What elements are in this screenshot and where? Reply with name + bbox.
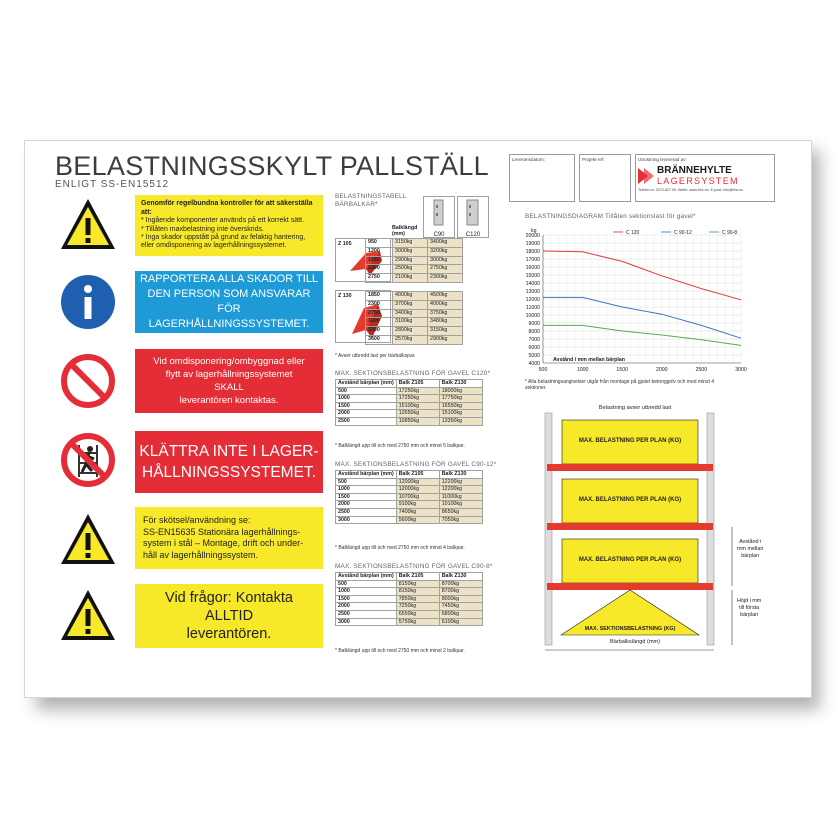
project-ref-box: [579, 154, 631, 202]
beam-table-row: [366, 247, 463, 256]
spacing-cell: 500: [336, 387, 397, 395]
load-cell: 8000kg: [439, 595, 482, 603]
section-table-row: [336, 501, 483, 509]
load-cell: 12000kg: [396, 478, 439, 486]
x-tick-label: 2500: [695, 367, 708, 373]
y-tick-label: 4000: [528, 360, 540, 367]
beam-level: [547, 464, 713, 471]
load-cell: 12000kg: [396, 486, 439, 494]
y-tick-label: 15000: [525, 272, 540, 279]
y-tick-label: 9000: [528, 320, 540, 327]
beam-length-cell: 1850: [366, 291, 393, 300]
load-cell: 15100kg: [396, 402, 439, 410]
warning-triangle-icon: [59, 587, 117, 645]
upright-c90-icon: [424, 197, 454, 227]
spacing-cell: 1000: [336, 395, 397, 403]
shelf-label: MAX. BELASTNING PER PLAN (KG): [578, 557, 682, 563]
beam-load-cell: 2500kg: [393, 265, 428, 274]
beam-length-label: Bärbalkslängd (mm): [609, 639, 661, 645]
inspection-heading: Genomför regelbundna kontroller för att säkerställa att:: [141, 200, 313, 216]
section-table-row: [336, 595, 483, 603]
section-table-title: MAX. SEKTIONSBELASTNING FÖR GAVEL C90-12*: [335, 461, 497, 468]
beam-table-subtitle: BÄRBALKAR*: [335, 201, 378, 208]
x-tick-label: 2000: [656, 367, 668, 373]
load-sign: [24, 140, 812, 698]
load-cell: 7050kg: [439, 516, 482, 524]
section-table-row: [336, 493, 483, 501]
x-tick-label: 1500: [616, 367, 628, 373]
section-table-note: * Balklängd upp till och med 2750 mm och minst 4 balkpar.: [335, 545, 465, 551]
beam-load-cell: 3400kg: [393, 309, 428, 318]
load-cell: 8150kg: [396, 588, 439, 596]
section-table-header-row: [336, 573, 483, 581]
load-cell: 12200kg: [439, 478, 482, 486]
section-table-row: [336, 508, 483, 516]
y-tick-label: 18000: [525, 248, 540, 255]
beam-load-cell: 3750kg: [428, 309, 463, 318]
delivery-date-label: Leveransdatum:: [512, 157, 545, 162]
panel-line: flytt av lagerhållningssystemet: [165, 369, 293, 380]
section-table-row: [336, 417, 483, 425]
brand-tagline: LAGERSYSTEM: [657, 176, 739, 186]
relocation-panel: [135, 349, 323, 413]
panel-line: SS-EN15635 Stationära lagerhållnings-: [143, 526, 301, 537]
section-table-row: [336, 516, 483, 524]
section-table-header: Avstånd bärplan (mm): [336, 471, 397, 479]
panel-line: leverantören.: [186, 626, 272, 642]
legend-label: C 90-12: [674, 229, 692, 236]
beam-load-cell: 3000kg: [393, 247, 428, 256]
load-cell: 7250kg: [396, 603, 439, 611]
height-label: [737, 598, 761, 619]
spacing-label-line: Avstånd i: [739, 539, 762, 545]
series-line-c-90-12: [543, 297, 741, 338]
beam-load-cell: 2300kg: [428, 274, 463, 283]
y-tick-label: 16000: [525, 264, 540, 271]
panel-line: LAGERHÅLLNINGSSYSTEMET.: [148, 318, 310, 330]
beam-length-cell: 3300: [366, 327, 393, 336]
y-tick-label: 8000: [528, 328, 540, 335]
beam-level: [547, 583, 713, 590]
load-cell: 12200kg: [439, 486, 482, 494]
inspection-line: * Tillåten maxbelastning inte överskrids.: [141, 225, 264, 233]
y-tick-label: 5000: [528, 352, 540, 359]
rack-top-label: Belastning avser utbredd last: [598, 405, 672, 411]
beam-z130-label: Z 130: [338, 293, 352, 299]
load-cell: 6100kg: [439, 618, 482, 626]
section-table-header: Balk Z130: [439, 471, 482, 479]
section-table-note: * Balklängd upp till och med 2750 mm och minst 5 balkpar.: [335, 443, 465, 449]
beam-table: [365, 238, 463, 345]
sign-subtitle: ENLIGT SS-EN15512: [55, 179, 170, 190]
inspection-panel: [135, 195, 323, 256]
load-cell: 17250kg: [396, 387, 439, 395]
beam-load-cell: 4500kg: [428, 291, 463, 300]
beam-length-header: Balklängd (mm): [392, 225, 418, 237]
legend-label: C 120: [626, 229, 640, 236]
panel-line: system i stål – Montage, drift och under-: [143, 538, 304, 548]
load-cell: 7400kg: [396, 508, 439, 516]
beam-load-cell: 3100kg: [393, 318, 428, 327]
section-table-header: Avstånd bärplan (mm): [336, 573, 397, 581]
beam-load-cell: 2100kg: [393, 274, 428, 283]
beam-load-cell: 3400kg: [428, 239, 463, 248]
panel-line: håll av lagerhållningssystem.: [143, 549, 259, 560]
load-cell: 7450kg: [439, 603, 482, 611]
beam-table-row: [366, 300, 463, 309]
beam-load-cell: 2900kg: [393, 256, 428, 265]
spacing-cell: 1000: [336, 588, 397, 596]
load-cell: 15100kg: [439, 410, 482, 418]
panel-line: Vid omdisponering/ombyggnad eller: [153, 356, 305, 367]
load-cell: 11000kg: [439, 493, 482, 501]
beam-length-cell: 2750: [366, 274, 393, 283]
x-tick-label: 500: [538, 367, 548, 373]
series-line-c-120: [543, 251, 741, 300]
upright-c90-label: C90: [433, 232, 445, 238]
load-cell: 12650kg: [396, 410, 439, 418]
beam-table-row: [366, 309, 463, 318]
spacing-cell: 3000: [336, 618, 397, 626]
beam-table-row: [366, 265, 463, 274]
maintenance-panel: [135, 507, 323, 569]
beam-load-cell: 2800kg: [393, 327, 428, 336]
project-ref-label: Projekt-ref:: [582, 157, 605, 162]
report-damage-panel: [135, 271, 323, 333]
beam-load-cell: 3150kg: [393, 239, 428, 248]
y-tick-label: 17000: [525, 256, 540, 263]
load-cell: 13350kg: [439, 417, 482, 425]
section-table-row: [336, 588, 483, 596]
supplier-box: [635, 154, 775, 202]
beam-load-cell: 4000kg: [428, 300, 463, 309]
y-tick-label: 7000: [528, 336, 540, 343]
load-cell: 10700kg: [396, 493, 439, 501]
prohibition-icon: [59, 352, 117, 410]
upright-c120-icon: [458, 197, 488, 227]
section-table-row: [336, 610, 483, 618]
spacing-cell: 1000: [336, 486, 397, 494]
panel-line: För skötsel/användning se:: [143, 515, 251, 525]
x-tick-label: 3000: [735, 367, 747, 373]
beam-table-row: [366, 274, 463, 283]
load-cell: 8700kg: [439, 580, 482, 588]
height-label-line: bärplan: [740, 612, 759, 618]
beam-table-row: [366, 318, 463, 327]
warning-triangle-icon: [59, 511, 117, 569]
panel-line: leverantören kontaktas.: [179, 395, 279, 406]
section-table-title: MAX. SEKTIONSBELASTNING FÖR GAVEL C120*: [335, 370, 491, 377]
sign-title: BELASTNINGSSKYLT PALLSTÄLL: [55, 151, 489, 181]
beam-load-cell: 3200kg: [428, 247, 463, 256]
supplier-contact: Telefon nr: 0370-827 00. Webb: www.bhc.nu. E-post: info@bhc.nu: [638, 188, 744, 192]
section-table-header: Balk Z105: [396, 573, 439, 581]
inspection-line: * Ingående komponenter används på ett korrekt sätt.: [141, 217, 305, 225]
spacing-cell: 2500: [336, 417, 397, 425]
section-table-row: [336, 478, 483, 486]
load-cell: 5600kg: [396, 516, 439, 524]
spacing-cell: 1500: [336, 402, 397, 410]
panel-line: Vid frågor: Kontakta: [165, 590, 293, 606]
chart-note: * Alla belastningsangivelser utgår från montage på gjutet betonggolv och med minst 4 sektioner.: [525, 379, 715, 391]
spacing-cell: 2000: [336, 501, 397, 509]
spacing-label-line: bärplan: [741, 553, 760, 559]
beam-table-spacer: [366, 282, 463, 291]
spacing-label-line: mm mellan: [737, 546, 764, 552]
beam-length-cell: 950: [366, 239, 393, 248]
legend-label: C 90-8: [722, 229, 738, 236]
section-table-row: [336, 402, 483, 410]
load-cell: 17750kg: [439, 395, 482, 403]
section-table-header: Balk Z105: [396, 471, 439, 479]
beam-table-row: [366, 335, 463, 344]
load-cell: 9100kg: [396, 501, 439, 509]
spacing-cell: 500: [336, 580, 397, 588]
section-table-row: [336, 580, 483, 588]
load-cell: 8150kg: [396, 580, 439, 588]
load-cell: 18000kg: [439, 387, 482, 395]
load-cell: 10100kg: [439, 501, 482, 509]
beam-table-note: * Avser utbredd last per bärbalkspar.: [335, 353, 416, 359]
section-table-row: [336, 618, 483, 626]
mandatory-info-icon: [59, 273, 117, 331]
brand-arrow-icon: [638, 168, 654, 184]
spacing-cell: 2500: [336, 610, 397, 618]
section-table-row: [336, 410, 483, 418]
brand-logo: [638, 166, 772, 186]
beam-length-cell: 1200: [366, 247, 393, 256]
y-tick-label: 14000: [525, 280, 540, 287]
beam-length-cell: 3600: [366, 335, 393, 344]
spacing-cell: 1500: [336, 595, 397, 603]
section-table-c120: [335, 379, 483, 426]
beam-length-cell: 2300: [366, 300, 393, 309]
upright-c120-header: [457, 196, 489, 238]
shelf-label: MAX. BELASTNING PER PLAN (KG): [578, 497, 682, 503]
load-cell: 17250kg: [396, 395, 439, 403]
section-table-row: [336, 603, 483, 611]
section-table-header: Balk Z105: [396, 380, 439, 388]
beam-table-row: [366, 239, 463, 248]
section-table-header: Avstånd bärplan (mm): [336, 380, 397, 388]
section-table-title: MAX. SEKTIONSBELASTNING FÖR GAVEL C90-8*: [335, 563, 493, 570]
section-table-header: Balk Z130: [439, 380, 482, 388]
spacing-cell: 500: [336, 478, 397, 486]
warning-triangle-icon: [59, 196, 117, 254]
contact-panel: [135, 584, 323, 648]
load-cell: 6800kg: [439, 610, 482, 618]
load-diagram: [503, 223, 749, 375]
inspection-line: * Inga skador uppstått på grund av felaktig hantering, eller omdisponering av lagerhållningssystemet.: [141, 233, 306, 250]
beam-load-cell: 3150kg: [428, 327, 463, 336]
load-cell: 10850kg: [396, 417, 439, 425]
brand-name: BRÄNNEHYLTE: [657, 165, 732, 176]
y-tick-label: 20000: [525, 232, 540, 239]
beam-table-title: BELASTNINGSTABELL: [335, 193, 407, 200]
load-cell: 6550kg: [396, 610, 439, 618]
section-table-row: [336, 395, 483, 403]
load-cell: 16550kg: [439, 402, 482, 410]
section-table-header-row: [336, 471, 483, 479]
section-table-note: * Balklängd upp till och med 2750 mm och minst 2 balkpar.: [335, 648, 465, 654]
x-axis-label: Avstånd i mm mellan bärplan: [553, 357, 625, 363]
beam-load-cell: 2570kg: [393, 335, 428, 344]
panel-line: SKALL: [214, 382, 244, 393]
section-table-row: [336, 387, 483, 395]
delivery-date-box: [509, 154, 575, 202]
beam-load-cell: 3480kg: [428, 318, 463, 327]
beam-table-row: [366, 327, 463, 336]
beam-z105-label: Z 105: [338, 241, 352, 247]
y-tick-label: 11000: [525, 304, 540, 311]
section-table-row: [336, 486, 483, 494]
load-cell: 8700kg: [439, 588, 482, 596]
y-tick-label: 10000: [525, 312, 540, 319]
section-table-header: Balk Z130: [439, 573, 482, 581]
section-table-c90-8: [335, 572, 483, 626]
beam-length-cell: 2300: [366, 265, 393, 274]
height-label-line: till första: [739, 605, 760, 611]
panel-line: KLÄTTRA INTE I LAGER-: [139, 443, 319, 460]
section-table-c90-12: [335, 470, 483, 524]
no-climbing-panel: [135, 431, 323, 493]
supplier-label: Utrustning levererad av:: [638, 157, 687, 162]
beam-load-cell: 3700kg: [393, 300, 428, 309]
beam-length-cell: 1850: [366, 256, 393, 265]
section-load-label: MAX. SEKTIONSBELASTNING (KG): [584, 626, 676, 632]
load-cell: 8650kg: [439, 508, 482, 516]
spacing-cell: 2000: [336, 603, 397, 611]
y-tick-label: 12000: [525, 296, 540, 303]
height-label-line: Höjd i mm: [737, 598, 762, 604]
spacing-label: [737, 539, 763, 560]
panel-line: RAPPORTERA ALLA SKADOR TILL: [139, 273, 319, 285]
y-tick-label: 6000: [528, 344, 540, 351]
shelf-label: MAX. BELASTNING PER PLAN (KG): [578, 438, 682, 444]
section-table-header-row: [336, 380, 483, 388]
y-axis-label: kg: [531, 228, 537, 234]
chart-title: BELASTNINGSDIAGRAM Tillåten sektionslast för gavel*: [525, 213, 696, 220]
beam-level: [547, 523, 713, 530]
upright-c120-label: C120: [465, 232, 481, 238]
panel-line: HÅLLNINGSSYSTEMET.: [142, 464, 316, 481]
load-cell: 7850kg: [396, 595, 439, 603]
beam-load-cell: 4000kg: [393, 291, 428, 300]
spacing-cell: 1500: [336, 493, 397, 501]
beam-table-row: [366, 291, 463, 300]
load-cell: 5750kg: [396, 618, 439, 626]
beam-load-cell: 3000kg: [428, 256, 463, 265]
beam-load-cell: 2750kg: [428, 265, 463, 274]
y-tick-label: 19000: [525, 240, 540, 247]
upright-c90-header: [423, 196, 455, 238]
panel-line: ALLTID: [204, 608, 254, 624]
spacing-cell: 3000: [336, 516, 397, 524]
x-tick-label: 1000: [576, 367, 589, 373]
beam-length-cell: 2750: [366, 309, 393, 318]
spacing-cell: 2500: [336, 508, 397, 516]
no-climbing-icon: [59, 431, 117, 489]
beam-length-cell: 3000: [366, 318, 393, 327]
beam-table-row: [366, 256, 463, 265]
y-tick-label: 13000: [525, 288, 540, 295]
panel-line: DEN PERSON SOM ANSVARAR FÖR: [147, 288, 311, 315]
spacing-cell: 2000: [336, 410, 397, 418]
beam-load-cell: 2900kg: [428, 335, 463, 344]
